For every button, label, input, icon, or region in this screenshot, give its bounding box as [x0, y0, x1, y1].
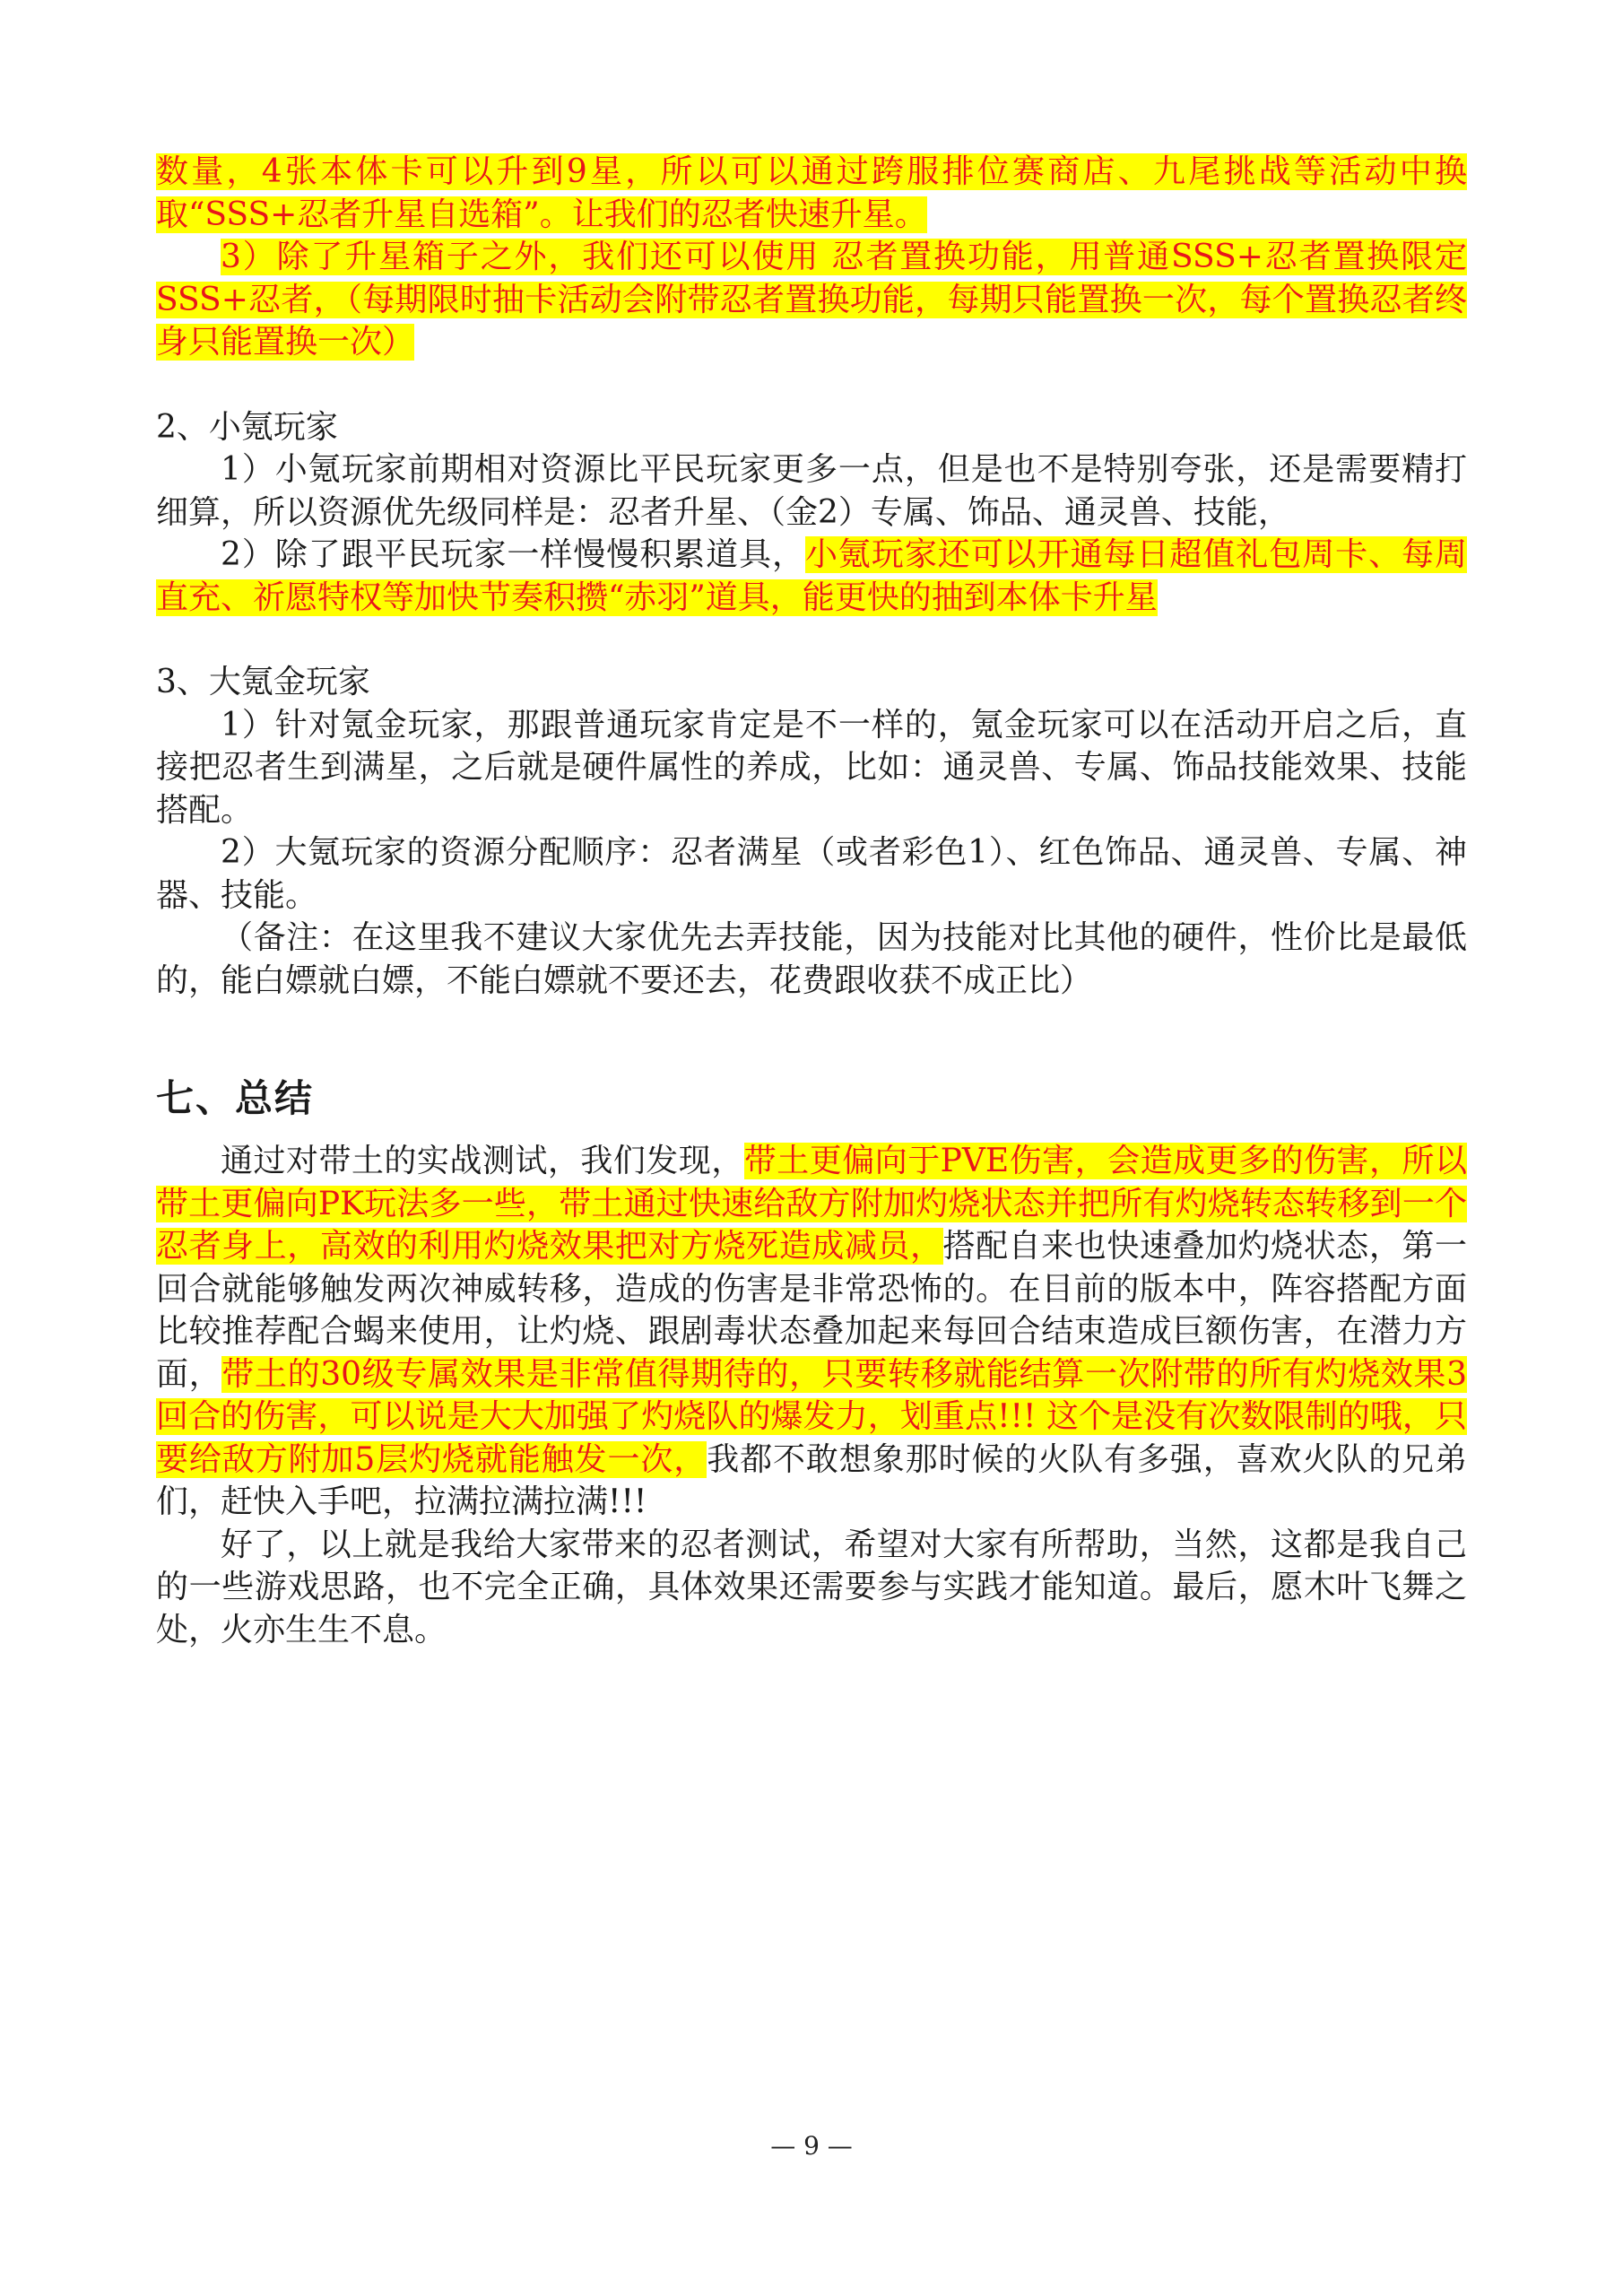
paragraph-ninja-swap	[156, 236, 1467, 364]
highlighted-text: 3）除了升星箱子之外，我们还可以使用 忍者置换功能，用普通SSS+忍者置换限定SSS+忍者，（每期限时抽卡活动会附带忍者置换功能，每期只能置换一次，每个置换忍者终身只能置换一次）	[156, 239, 1467, 361]
paragraph-upgrade-box	[156, 151, 1467, 236]
plain-text: 2）除了跟平民玩家一样慢慢积累道具，	[221, 536, 805, 573]
subheading-small-spender: 2、小氪玩家	[156, 408, 338, 446]
page-content	[156, 151, 1467, 1651]
plain-text: 我都不敢想象那时候的火队有多强，喜欢火队的兄弟们，赶快入手吧，拉满拉满拉满!!!	[156, 1440, 1467, 1520]
highlighted-text: 小氪玩家还可以开通每日超值礼包周卡、每周直充、祈愿特权等加快节奏积攒“赤羽”道具，能更快的抽到本体卡升星	[156, 536, 1467, 616]
plain-text: 搭配自来也快速叠加灼烧状态，第一回合就能够触发两次神威转移，造成的伤害是非常恐怖的。在目前的版本中，阵容搭配方面比较推荐配合蝎来使用，让灼烧、跟剧毒状态叠加起来每回合结束造成巨额伤害，在潜力方面，	[156, 1228, 1467, 1393]
paragraph-big-spender-1: 1）针对氪金玩家，那跟普通玩家肯定是不一样的，氪金玩家可以在活动开启之后，直接把忍者生到满星，之后就是硬件属性的养成，比如：通灵兽、专属、饰品技能效果、技能搭配。	[156, 706, 1467, 829]
highlighted-text: 带土的30级专属效果是非常值得期待的，只要转移就能结算一次附带的所有灼烧效果3回合的伤害，可以说是大大加强了灼烧队的爆发力，划重点!!! 这个是没有次数限制的哦，只要给敌方附加5层灼烧就能触发一次，	[156, 1355, 1467, 1478]
paragraph-small-spender-2	[156, 534, 1467, 619]
paragraph-note: （备注：在这里我不建议大家优先去弄技能，因为技能对比其他的硬件，性价比是最低的，能白嫖就白嫖，不能白嫖就不要还去，花费跟收获不成正比）	[156, 919, 1467, 999]
highlighted-text: 数量，4张本体卡可以升到9星，所以可以通过跨服排位赛商店、九尾挑战等活动中换取“SSS+忍者升星自选箱”。让我们的忍者快速升星。	[156, 153, 1467, 233]
highlighted-text: 带土更偏向于PVE伤害，会造成更多的伤害，所以带土更偏向PK玩法多一些，带土通过快速给敌方附加灼烧状态并把所有灼烧转态转移到一个忍者身上，高效的利用灼烧效果把对方烧死造成减员，	[156, 1143, 1467, 1265]
paragraph-summary-2: 好了，以上就是我给大家带来的忍者测试，希望对大家有所帮助，当然，这都是我自己的一些游戏思路，也不完全正确，具体效果还需要参与实践才能知道。最后，愿木叶飞舞之处，火亦生生不息。	[156, 1526, 1467, 1648]
paragraph-summary-1	[156, 1140, 1467, 1524]
section-title-summary: 七、总结	[156, 1076, 315, 1120]
plain-text: 通过对带土的实战测试，我们发现，	[221, 1143, 744, 1179]
subheading-big-spender: 3、大氪金玩家	[156, 664, 370, 700]
page-number: — 9 —	[770, 2131, 853, 2161]
paragraph-big-spender-2: 2）大氪玩家的资源分配顺序：忍者满星（或者彩色1）、红色饰品、通灵兽、专属、神器、技能。	[156, 834, 1467, 914]
paragraph-small-spender-1: 1）小氪玩家前期相对资源比平民玩家更多一点，但是也不是特别夸张，还是需要精打细算，所以资源优先级同样是：忍者升星、（金2）专属、饰品、通灵兽、技能，	[156, 451, 1467, 531]
